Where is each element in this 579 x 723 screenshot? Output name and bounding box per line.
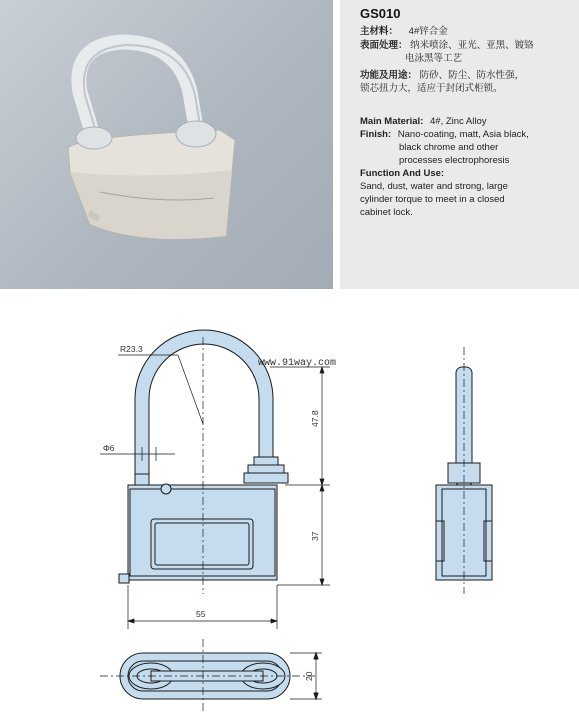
cn-finish-label: 表面处理：: [360, 40, 408, 51]
en-finish-line3: processes electrophoresis: [399, 155, 510, 166]
en-finish-label: Finish:: [360, 129, 392, 140]
cn-material: [360, 26, 448, 38]
cn-function-label: 功能及用途：: [360, 70, 418, 81]
watermark-text: www.91way.com: [258, 358, 337, 369]
en-function-line2: cylinder torque to meet in a closed: [360, 194, 505, 205]
cn-function-line2: 锁芯扭力大，适应于封闭式柜锁。: [360, 83, 503, 94]
en-material-label: Main Material:: [360, 116, 424, 127]
product-info-panel: [340, 0, 579, 289]
model-number: GS010: [360, 6, 401, 21]
cn-finish-line2: 电泳黑等工艺: [405, 53, 463, 64]
cn-material-value: 4#锌合金: [408, 26, 448, 37]
en-function-line1: Sand, dust, water and strong, large: [360, 181, 508, 192]
front-view: [119, 337, 288, 594]
en-material-value: 4#, Zinc Alloy: [430, 116, 487, 127]
side-view: [436, 347, 492, 594]
top-view: [100, 639, 322, 714]
shackle-diameter-label: Φ6: [103, 443, 115, 453]
en-finish-line1: Nano-coating, matt, Asia black,: [397, 129, 529, 140]
product-photo: [0, 0, 333, 289]
depth-label: 20: [304, 671, 314, 681]
cn-material-label: 主材料：: [360, 26, 399, 37]
en-finish: [360, 129, 529, 141]
cn-function-line1: 防砂、防尘、防水性强，: [419, 70, 525, 81]
en-finish-line2: black chrome and other: [399, 142, 499, 153]
body-height-label: 37: [310, 531, 320, 541]
en-function-label: Function And Use:: [360, 168, 445, 179]
technical-drawing: [0, 289, 579, 723]
cn-finish: [360, 40, 534, 52]
width-label: 55: [196, 609, 206, 619]
radius-label: R23.3: [120, 344, 143, 354]
en-material: [360, 116, 487, 128]
cn-function: [360, 70, 524, 82]
cn-finish-line1: 纳米喷涂、亚光、亚黑、镀铬: [410, 40, 534, 51]
shackle-height-label: 47.8: [310, 410, 320, 427]
padlock-illustration: [0, 0, 333, 289]
en-function-line3: cabinet lock.: [360, 207, 413, 218]
